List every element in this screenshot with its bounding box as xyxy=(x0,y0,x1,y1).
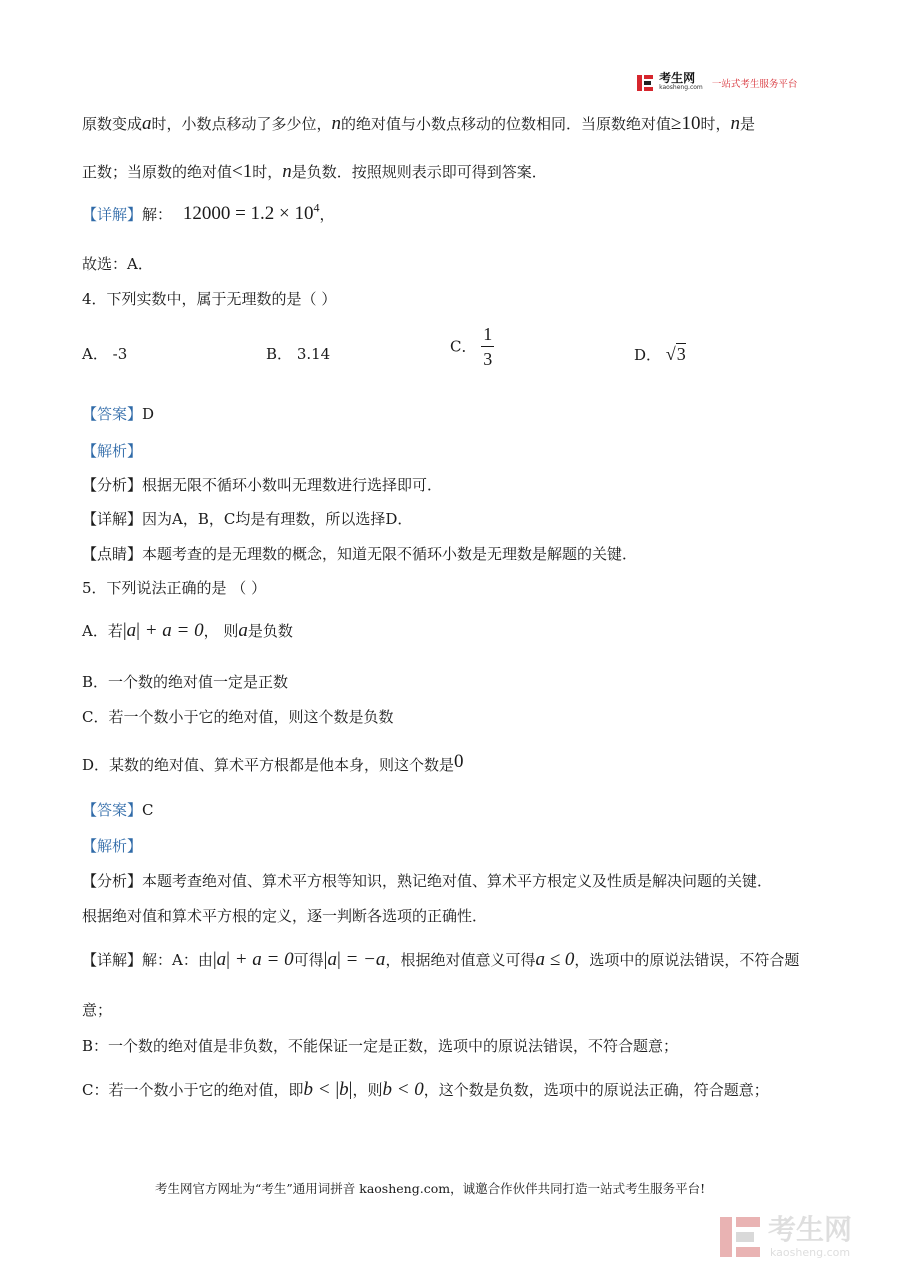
text: ，则 xyxy=(352,1081,383,1099)
text: ，根据绝对值意义可得 xyxy=(385,951,536,969)
watermark-name: 考生网 xyxy=(768,1213,853,1246)
q5-xiangjie-a-cont: 意； xyxy=(82,1001,113,1019)
q5-option-d xyxy=(82,752,464,775)
text: ，选项中的原说法错误，不符合题 xyxy=(574,951,800,969)
math-expr: b < |b| xyxy=(303,1079,353,1100)
var-n: n xyxy=(730,113,740,134)
var-a: a xyxy=(327,949,337,970)
q5-xiangjie-c xyxy=(82,1080,769,1100)
math-expr: |a| + a = 0 xyxy=(212,949,294,970)
expr-rest: + a = 0 xyxy=(234,949,294,970)
label-answer: 【答案】 xyxy=(82,405,143,423)
watermark-logo-icon xyxy=(718,1215,762,1259)
fraction-one-third xyxy=(481,322,494,371)
q4-option-d xyxy=(634,344,686,365)
label-xiangjie: 【详解】 xyxy=(82,205,143,224)
q5-answer xyxy=(82,800,154,820)
var-a: a xyxy=(142,113,152,134)
text: 时， xyxy=(252,163,283,181)
text: 可得 xyxy=(293,951,324,969)
text: 时，小数点移动了多少位， xyxy=(151,115,332,133)
q4-stem: 4．下列实数中，属于无理数的是（ ） xyxy=(82,290,337,308)
q5-analysis-label: 【解析】 xyxy=(82,837,143,855)
math-zero: 0 xyxy=(454,751,464,772)
text: 是负数 xyxy=(247,622,293,640)
option-label: C． xyxy=(450,337,477,356)
expr-rest: + a = 0 xyxy=(144,620,204,641)
var-n: n xyxy=(282,161,292,182)
kaosheng-logo-icon xyxy=(636,74,654,92)
text: ， 则 xyxy=(203,622,239,640)
text: 是 xyxy=(740,115,756,133)
text: ， xyxy=(319,205,335,224)
math-ineq: b < 0 xyxy=(382,1079,424,1100)
q5-xiangjie-a xyxy=(82,950,799,970)
label-answer: 【答案】 xyxy=(82,801,143,819)
q4-xiangjie xyxy=(82,509,412,529)
header-logo xyxy=(636,72,797,96)
label-dianjing: 【点睛】 xyxy=(82,545,143,563)
option-value: 3.14 xyxy=(296,345,331,363)
var-b: b xyxy=(339,1079,349,1100)
math-lt-1: <1 xyxy=(232,161,253,182)
q4-dianjing xyxy=(82,544,637,564)
option-label: A． xyxy=(82,345,108,363)
footer-text: 考生网官方网址为“考生”通用词拼音 kaosheng.com，诚邀合作伙伴共同打造一站式考生服务平台! xyxy=(155,1181,706,1196)
footer-watermark xyxy=(718,1213,888,1263)
watermark-domain: kaosheng.com xyxy=(770,1246,851,1259)
q5-option-a xyxy=(82,621,293,641)
text: 原数变成 xyxy=(82,115,143,133)
text: 的绝对值与小数点移动的位数相同．当原数绝对值 xyxy=(341,115,672,133)
q4-option-a xyxy=(82,344,127,364)
var-a: a xyxy=(126,620,137,641)
formula-sci xyxy=(183,203,320,224)
sqrt-3 xyxy=(666,343,686,364)
radicand: 3 xyxy=(676,344,686,364)
formula-exp: 4 xyxy=(313,201,320,215)
q5-fenxi xyxy=(82,871,772,891)
text: 根据无限不循环小数叫无理数进行选择即可． xyxy=(142,476,443,494)
logo-domain: kaosheng.com xyxy=(659,83,703,91)
option-label: A．若 xyxy=(82,622,123,640)
q5-fenxi-2: 根据绝对值和算术平方根的定义，逐一判断各选项的正确性． xyxy=(82,907,488,925)
var-a: a xyxy=(216,949,227,970)
label-xiangjie: 【详解】 xyxy=(82,510,143,528)
option-label: D． xyxy=(634,346,662,364)
q5-option-c: C．若一个数小于它的绝对值，则这个数是负数 xyxy=(82,708,394,726)
option-label: B． xyxy=(266,345,293,363)
label-fenxi: 【分析】 xyxy=(82,476,143,494)
numerator: 1 xyxy=(481,322,494,347)
detail-line xyxy=(82,198,335,224)
text: 正数；当原数的绝对值 xyxy=(82,163,233,181)
text: 因为A，B，C均是有理数，所以选择D． xyxy=(142,510,413,528)
text: 解： xyxy=(142,205,173,224)
math-ge-10: ≥10 xyxy=(671,113,701,134)
label-xiangjie: 【详解】 xyxy=(82,951,143,969)
q4-answer xyxy=(82,404,154,424)
q4-option-c xyxy=(450,322,494,371)
text: 时， xyxy=(700,115,731,133)
para-line-2 xyxy=(82,162,547,182)
q4-option-b xyxy=(266,344,330,364)
math-expr: |a| = −a xyxy=(323,949,386,970)
choose-line: 故选：A． xyxy=(82,255,153,273)
text: D．某数的绝对值、算术平方根都是他本身，则这个数是 xyxy=(82,756,455,774)
q5-stem: 5．下列说法正确的是 （ ） xyxy=(82,579,267,597)
answer-value: C xyxy=(142,801,154,819)
para-line-1 xyxy=(82,114,755,134)
var-n: n xyxy=(331,113,342,134)
q5-option-b: B．一个数的绝对值一定是正数 xyxy=(82,673,289,691)
text: 解：A：由 xyxy=(142,951,213,969)
expr-rest: = −a xyxy=(345,949,386,970)
q4-fenxi xyxy=(82,475,442,495)
var-a: a xyxy=(238,620,248,641)
logo-slogan: 一站式考生服务平台 xyxy=(711,78,798,90)
text: C：若一个数小于它的绝对值，即 xyxy=(82,1081,304,1099)
math-expr: |a| + a = 0 xyxy=(122,620,204,641)
text: 是负数．按照规则表示即可得到答案． xyxy=(291,163,547,181)
q4-analysis-label: 【解析】 xyxy=(82,442,143,460)
logo-name: 考生网 xyxy=(659,70,696,85)
answer-value: D xyxy=(142,405,155,423)
math-ineq: a ≤ 0 xyxy=(535,949,575,970)
text: 本题考查绝对值、算术平方根等知识，熟记绝对值、算术平方根定义及性质是解决问题的关键． xyxy=(142,872,773,890)
q5-xiangjie-b: B：一个数的绝对值是非负数，不能保证一定是正数，选项中的原说法错误，不符合题意； xyxy=(82,1037,679,1055)
radical-sign: √ xyxy=(665,344,676,364)
text: 本题考查的是无理数的概念，知道无限不循环小数是无理数是解题的关键． xyxy=(142,545,638,563)
option-value: -3 xyxy=(112,345,128,363)
text: ，这个数是负数，选项中的原说法正确，符合题意； xyxy=(423,1081,769,1099)
denominator: 3 xyxy=(483,349,493,369)
label-fenxi: 【分析】 xyxy=(82,872,143,890)
expr-lhs: b < xyxy=(303,1079,331,1100)
formula-main: 12000 = 1.2 × 10 xyxy=(182,203,314,225)
